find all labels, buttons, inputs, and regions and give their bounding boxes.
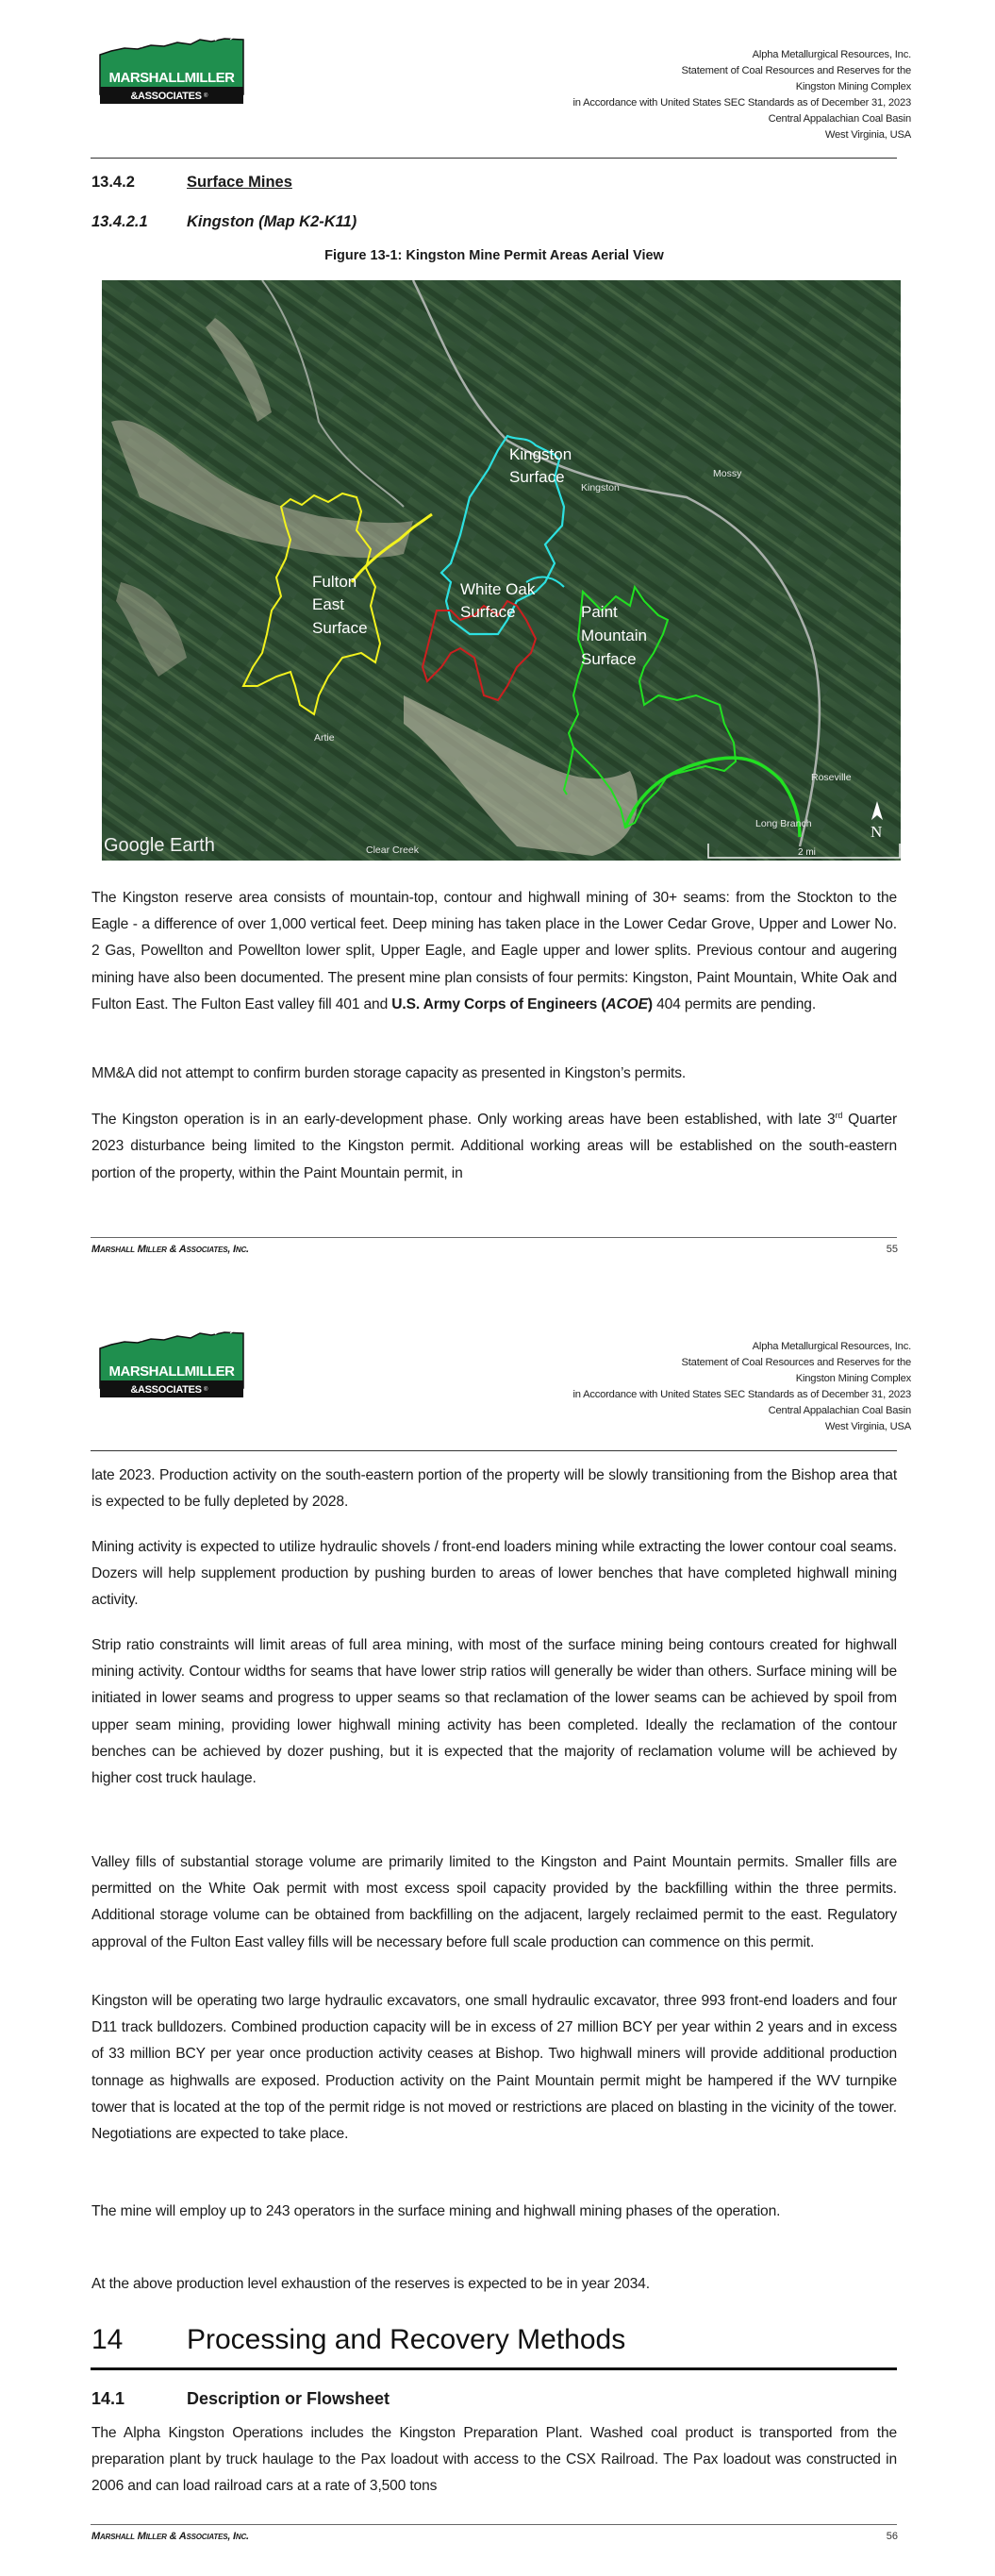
paragraph-burden-storage: MM&A did not attempt to confirm burden storage capacity as presented in Kingston’s permits. <box>91 1065 687 1081</box>
mountain-logo-icon <box>98 1331 245 1399</box>
svg-text:Paint: Paint <box>581 603 618 621</box>
svg-text:®: ® <box>204 93 208 99</box>
header-complex: Kingston Mining Complex <box>795 1373 911 1384</box>
place-kingston: Kingston <box>581 482 620 493</box>
place-mossy: Mossy <box>713 468 742 479</box>
header-standards: in Accordance with United States SEC Standards as of December 31, 2023 <box>572 1389 911 1400</box>
chapter-underline <box>91 2367 897 2370</box>
section-title: Description or Flowsheet <box>187 2389 390 2408</box>
svg-text:Surface: Surface <box>509 468 565 486</box>
svg-text:Mountain: Mountain <box>581 627 647 644</box>
paragraph-valley-fills: Valley fills of substantial storage volume are primarily limited to the Kingston and Paint Mountain permits. Smaller fills are permitted on the White Oak permit with most excess spoil capacity provided by the backfilling within the three permits. Additional storage volume can be obtained from backfilling on the adjacent, largely reclaimed permit to the east. Regulatory approval of the Fulton East valley fills will be necessary before full scale production can commence on this permit. <box>91 1854 897 1950</box>
footer-divider <box>91 2524 897 2525</box>
chapter-title: Processing and Recovery Methods <box>187 2324 626 2355</box>
chapter-number: 14 <box>91 2324 124 2355</box>
header-location: West Virginia, USA <box>824 1421 911 1432</box>
subsection-number: 13.4.2.1 <box>91 213 148 230</box>
header-divider <box>91 1450 897 1451</box>
footer-company: Marshall Miller & Associates, Inc. <box>91 1244 249 1255</box>
section-title: Surface Mines <box>187 174 292 191</box>
svg-text:MARSHALLMILLER: MARSHALLMILLER <box>108 1363 235 1380</box>
section-number: 13.4.2 <box>91 174 135 191</box>
header-company: Alpha Metallurgical Resources, Inc. <box>752 49 911 60</box>
subsection-title: Kingston (Map K2-K11) <box>187 213 357 230</box>
svg-text:®: ® <box>204 1387 208 1393</box>
svg-text:Surface: Surface <box>460 603 516 621</box>
header-statement: Statement of Coal Resources and Reserves for the <box>681 65 911 76</box>
place-long-branch: Long Branch <box>755 818 812 829</box>
section-14-heading <box>91 2324 897 2356</box>
footer-company: Marshall Miller & Associates, Inc. <box>91 2531 249 2542</box>
header-complex: Kingston Mining Complex <box>795 81 911 92</box>
svg-text:East: East <box>312 595 345 613</box>
paragraph-mining-activity: Mining activity is expected to utilize hydraulic shovels / front-end loaders mining while extracting the lower contour coal seams. Dozers will help supplement production by pushing burden to areas of lower benches that have completed highwall mining activity. <box>91 1539 897 1609</box>
paragraph-employment: The mine will employ up to 243 operators in the surface mining and highwall mining phases of the operation. <box>91 2203 781 2219</box>
svg-text:Surface: Surface <box>312 619 368 637</box>
section-14-1-heading <box>91 2389 897 2409</box>
header-basin: Central Appalachian Coal Basin <box>768 113 911 125</box>
document-header <box>572 47 911 143</box>
svg-text:Fulton: Fulton <box>312 573 357 591</box>
header-location: West Virginia, USA <box>824 129 911 141</box>
svg-text:White Oak: White Oak <box>460 580 536 598</box>
header-basin: Central Appalachian Coal Basin <box>768 1405 911 1416</box>
section-number: 14.1 <box>91 2389 125 2408</box>
marshall-miller-logo <box>98 38 245 106</box>
place-roseville: Roseville <box>811 772 852 783</box>
paragraph-reserve-area: The Kingston reserve area consists of mountain-top, contour and highwall mining of 30+ seams: from the Stockton to the Eagle - a difference of over 1,000 vertical feet. Deep mining has taken place in the Lower Cedar Grove, Upper and Lower No. 2 Gas, Powellton and Powellton lower split, Upper Eagle, and Eagle upper and lower splits. Previous contour and augering mining have also been documented. The present mine plan consists of four permits: Kingston, Paint Mountain, White Oak and Fulton East. The Fulton East valley fill 401 and U.S. Army Corps of Engineers (ACOE) 404 permits are pending. <box>91 890 897 1012</box>
section-13-4-2-heading <box>91 174 897 192</box>
page-55 <box>0 0 995 1279</box>
page-56 <box>0 1279 995 2576</box>
svg-text:Surface: Surface <box>581 650 637 668</box>
svg-text:&ASSOCIATES: &ASSOCIATES <box>130 1384 202 1396</box>
svg-text:Kingston: Kingston <box>509 445 572 463</box>
svg-text:&ASSOCIATES: &ASSOCIATES <box>130 91 202 102</box>
header-standards: in Accordance with United States SEC Standards as of December 31, 2023 <box>572 97 911 109</box>
svg-text:MARSHALLMILLER: MARSHALLMILLER <box>108 70 235 86</box>
page-number: 56 <box>886 2531 898 2542</box>
document-header <box>572 1339 911 1435</box>
google-earth-watermark: Google Earth <box>104 835 215 856</box>
paragraph-preparation-plant: The Alpha Kingston Operations includes the Kingston Preparation Plant. Washed coal product is transported from the preparation plant by truck haulage to the Pax loadout with access to the CSX Railroad. The Pax loadout was constructed in 2006 and can load railroad cars at a rate of 3,500 tons <box>91 2425 897 2495</box>
paragraph-strip-ratio: Strip ratio constraints will limit areas of full area mining, with most of the surface mining being contours created for highwall mining activity. Contour widths for seams that have lower strip ratios will generally be wider than others. Surface mining will be initiated in lower seams and progress to upper seams so that reclamation of the lower seams can be achieved by spoil from upper seam mining, providing lower highwall mining activity has been completed. Ideally the reclamation of the contour benches can be achieved by dozer pushing, but it is expected that the majority of reclamation volume will be achieved by higher cost truck haulage. <box>91 1637 897 1787</box>
mountain-logo-icon <box>98 38 245 106</box>
paragraph-exhaustion: At the above production level exhaustion of the reserves is expected to be in year 2034. <box>91 2276 650 2292</box>
paragraph-early-development: The Kingston operation is in an early-development phase. Only working areas have been established, with late 3rd Quarter 2023 disturbance being limited to the Kingston permit. Additional working areas will be established on the south-eastern portion of the property, within the Paint Mountain permit, in <box>91 1111 897 1181</box>
marshall-miller-logo <box>98 1331 245 1399</box>
place-clear-creek: Clear Creek <box>366 845 420 856</box>
svg-text:N: N <box>871 823 883 841</box>
header-company: Alpha Metallurgical Resources, Inc. <box>752 1341 911 1352</box>
section-13-4-2-1-heading <box>91 213 897 231</box>
header-statement: Statement of Coal Resources and Reserves for the <box>681 1357 911 1368</box>
figure-caption: Figure 13-1: Kingston Mine Permit Areas Aerial View <box>324 248 664 263</box>
paragraph-transition: late 2023. Production activity on the south-eastern portion of the property will be slowly transitioning from the Bishop area that is expected to be fully depleted by 2028. <box>91 1467 897 1511</box>
header-divider <box>91 158 897 159</box>
place-artie: Artie <box>314 732 335 744</box>
paragraph-equipment: Kingston will be operating two large hydraulic excavators, one small hydraulic excavator, three 993 front-end loaders and four D11 track bulldozers. Combined production capacity will be in excess of 27 million BCY per year within 2 years and in excess of 33 million BCY per year once production activity ceases at Bishop. Two highwall miners will provide additional production tonnage as highwalls are exposed. Production activity on the Paint Mountain permit might be hampered if the WV turnpike tower that is located at the top of the permit ridge is not moved or restrictions are placed on blasting in the vicinity of the tower. Negotiations are expected to take place. <box>91 1993 897 2143</box>
svg-text:2 mi: 2 mi <box>798 847 816 858</box>
aerial-map-figure <box>102 280 901 861</box>
footer-divider <box>91 1237 897 1238</box>
page-number: 55 <box>886 1244 898 1255</box>
